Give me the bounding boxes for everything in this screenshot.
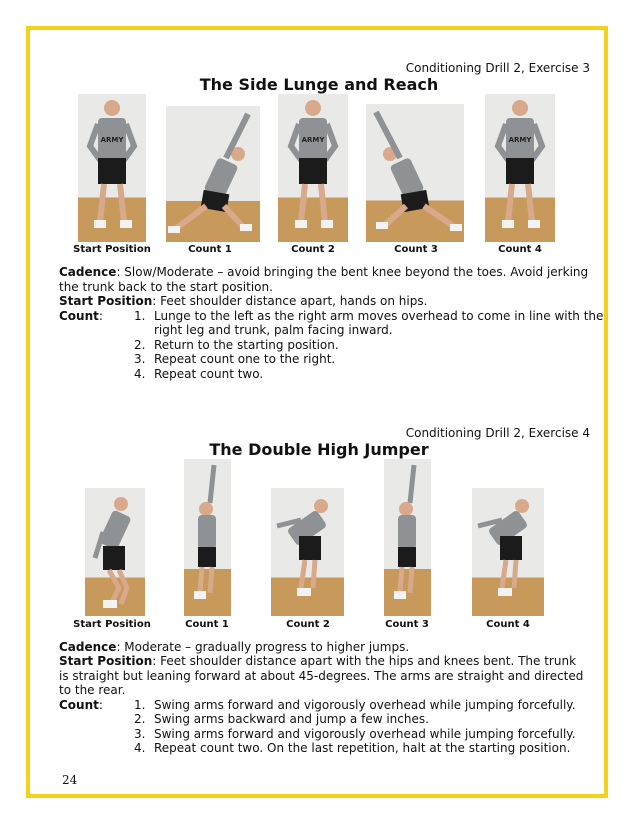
jumper-count4-photo [472,488,544,616]
jumper-count1-photo [184,459,231,616]
count4-photo [485,94,555,242]
exercise1-step-text: Lunge to the left as the right arm moves overhead to come in line with the [154,309,604,323]
exercise2-step-num: 2. [134,712,146,726]
exercise2-step-num: 3. [134,727,146,741]
jumper-caption-start-position: Start Position [73,619,151,630]
exercise1-step-text: Repeat count two. [154,367,264,381]
exercise1-step-text: right leg and trunk, palm facing inward. [154,323,393,337]
exercise1-step-num: 1. [134,309,146,323]
exercise2-step-text: Swing arms backward and jump a few inches. [154,712,429,726]
jumper-start-photo [85,488,145,616]
svg-text:ARMY: ARMY [301,136,325,144]
count3-photo [366,104,464,242]
exercise1-title: The Side Lunge and Reach [199,75,439,94]
jumper-caption-count2: Count 2 [286,619,330,630]
caption-count3: Count 3 [394,244,438,255]
exercise1-step-text: Repeat count one to the right. [154,352,336,366]
exercise1-subheading: Conditioning Drill 2, Exercise 3 [405,61,590,75]
exercise1-step-num: 3. [134,352,146,366]
jumper-caption-count3: Count 3 [385,619,429,630]
exercise2-cadence: Cadence: Moderate – gradually progress to higher jumps. [59,640,410,654]
jumper-count3-photo [384,459,431,616]
jumper-caption-count4: Count 4 [486,619,530,630]
caption-count4: Count 4 [498,244,542,255]
exercise1-step-num: 2. [134,338,146,352]
svg-text:ARMY: ARMY [508,136,532,144]
page-number: 24 [62,773,78,787]
start-position-photo [78,94,146,242]
exercise1-count-label: Count: [59,309,103,323]
exercise2-step-num: 4. [134,741,146,755]
exercise2-step-text: Swing arms forward and vigorously overhead while jumping forcefully. [154,698,576,712]
svg-text:ARMY: ARMY [100,136,124,144]
exercise1-cadence: Cadence: Slow/Moderate – avoid bringing the bent knee beyond the toes. Avoid jerking the trunk back to the start position. [59,265,589,294]
caption-count2: Count 2 [291,244,335,255]
exercise2-count-label: Count: [59,698,103,712]
count2-photo [278,94,348,242]
jumper-caption-count1: Count 1 [185,619,229,630]
exercise2-title: The Double High Jumper [209,440,429,459]
exercise2-start-position: Start Position: Feet shoulder distance apart with the hips and knees bent. The trunk is straight but leaning forward at about 45-degrees. The arms are straight and directed to the rear. [59,654,584,698]
exercise1-step-num: 4. [134,367,146,381]
caption-start-position: Start Position [73,244,151,255]
exercise2-step-text: Swing arms forward and vigorously overhead while jumping forcefully. [154,727,576,741]
exercise1-step-text: Return to the starting position. [154,338,339,352]
jumper-count2-photo [271,488,344,616]
exercise2-step-num: 1. [134,698,146,712]
exercise1-start-position: Start Position: Feet shoulder distance apart, hands on hips. [59,294,428,308]
count1-photo [166,106,260,242]
exercise2-step-text: Repeat count two. On the last repetition, halt at the starting position. [154,741,571,755]
caption-count1: Count 1 [188,244,232,255]
exercise2-subheading: Conditioning Drill 2, Exercise 4 [405,426,590,440]
